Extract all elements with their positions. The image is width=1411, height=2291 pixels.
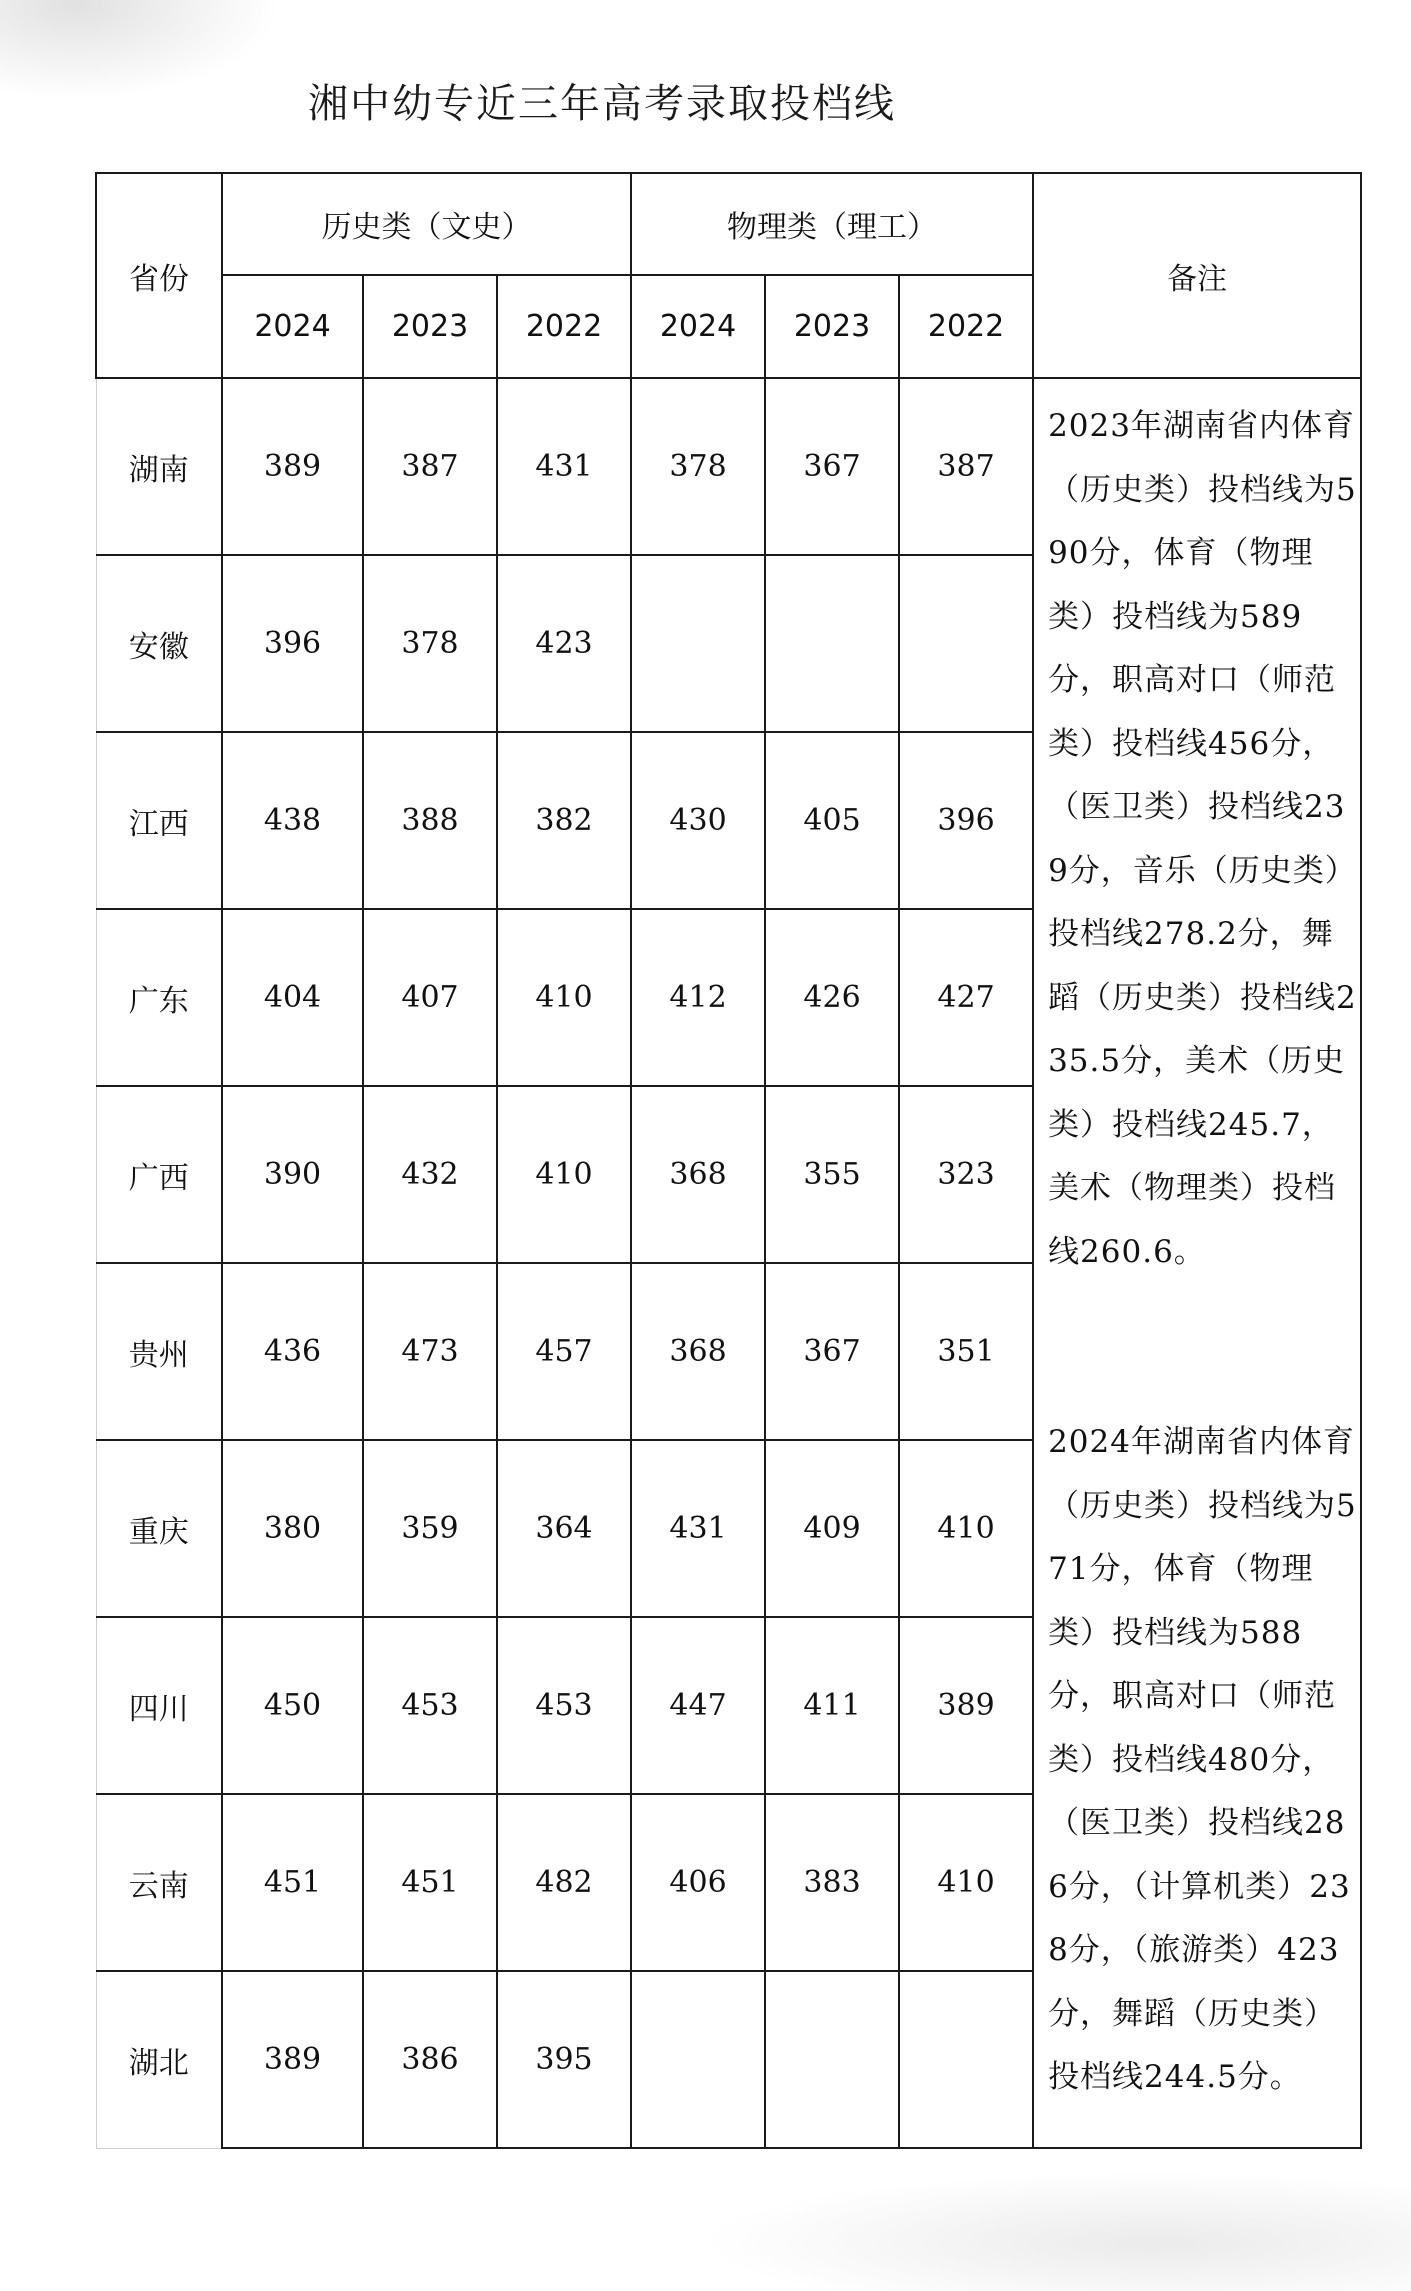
province-cell: 江西 [96, 732, 222, 909]
physics-score-cell [765, 1971, 899, 2148]
history-score-cell: 431 [497, 378, 631, 555]
history-score-cell: 404 [222, 909, 363, 1086]
remark-spacer [1048, 1284, 1360, 1411]
history-group-header: 历史类（文史） [222, 173, 631, 275]
physics-score-cell [631, 555, 765, 732]
history-score-cell: 387 [363, 378, 497, 555]
physics-score-cell: 368 [631, 1086, 765, 1263]
history-score-cell: 389 [222, 1971, 363, 2148]
physics-year-header: 2022 [899, 275, 1033, 378]
history-score-cell: 359 [363, 1440, 497, 1617]
province-cell: 广东 [96, 909, 222, 1086]
province-cell: 广西 [96, 1086, 222, 1263]
history-score-cell: 410 [497, 1086, 631, 1263]
physics-score-cell: 410 [899, 1440, 1033, 1617]
header-row-groups [96, 173, 1361, 275]
history-score-cell: 457 [497, 1263, 631, 1440]
history-score-cell: 407 [363, 909, 497, 1086]
physics-score-cell: 412 [631, 909, 765, 1086]
history-score-cell: 450 [222, 1617, 363, 1794]
corner-shadow [0, 0, 280, 100]
province-cell: 重庆 [96, 1440, 222, 1617]
physics-score-cell: 387 [899, 378, 1033, 555]
province-cell: 湖北 [96, 1971, 222, 2148]
history-score-cell: 410 [497, 909, 631, 1086]
physics-year-header: 2024 [631, 275, 765, 378]
physics-score-cell: 389 [899, 1617, 1033, 1794]
history-score-cell: 386 [363, 1971, 497, 2148]
physics-score-cell [899, 555, 1033, 732]
history-score-cell: 438 [222, 732, 363, 909]
remarks-cell [1033, 378, 1361, 2148]
physics-score-cell: 368 [631, 1263, 765, 1440]
province-cell: 贵州 [96, 1263, 222, 1440]
history-score-cell: 451 [222, 1794, 363, 1971]
history-score-cell: 432 [363, 1086, 497, 1263]
province-cell: 四川 [96, 1617, 222, 1794]
physics-score-cell: 411 [765, 1617, 899, 1794]
history-score-cell: 378 [363, 555, 497, 732]
history-score-cell: 390 [222, 1086, 363, 1263]
table-body [96, 173, 1361, 2148]
history-year-header: 2022 [497, 275, 631, 378]
province-header: 省份 [96, 173, 222, 378]
remarks-header: 备注 [1033, 173, 1361, 378]
physics-score-cell: 409 [765, 1440, 899, 1617]
physics-score-cell: 430 [631, 732, 765, 909]
remark-paragraph: 2023年湖南省内体育（历史类）投档线为590分，体育（物理类）投档线为589分，职高对口（师范类）投档线456分，（医卫类）投档线239分，音乐（历史类）投档线278.2分，舞蹈（历史类）投档线235.5分，美术（历史类）投档线245.7，美术（物理类）投档线260.6。 [1048, 408, 1357, 1270]
history-score-cell: 423 [497, 555, 631, 732]
history-score-cell: 473 [363, 1263, 497, 1440]
history-score-cell: 453 [363, 1617, 497, 1794]
physics-score-cell: 351 [899, 1263, 1033, 1440]
physics-score-cell: 378 [631, 378, 765, 555]
physics-year-header: 2023 [765, 275, 899, 378]
admission-score-table [95, 172, 1362, 2149]
physics-score-cell: 367 [765, 1263, 899, 1440]
history-score-cell: 395 [497, 1971, 631, 2148]
page-title: 湘中幼专近三年高考录取投档线 [308, 81, 896, 127]
physics-score-cell: 355 [765, 1086, 899, 1263]
history-score-cell: 482 [497, 1794, 631, 1971]
physics-score-cell: 426 [765, 909, 899, 1086]
physics-score-cell: 396 [899, 732, 1033, 909]
history-score-cell: 451 [363, 1794, 497, 1971]
remark-paragraph: 2024年湖南省内体育（历史类）投档线为571分，体育（物理类）投档线为588分，职高对口（师范类）投档线480分，（医卫类）投档线286分，（计算机类）238分，（旅游类）423分，舞蹈（历史类）投档线244.5分。 [1048, 1424, 1357, 2095]
province-cell: 安徽 [96, 555, 222, 732]
physics-score-cell: 323 [899, 1086, 1033, 1263]
province-cell: 湖南 [96, 378, 222, 555]
physics-score-cell: 405 [765, 732, 899, 909]
history-score-cell: 389 [222, 378, 363, 555]
physics-score-cell: 447 [631, 1617, 765, 1794]
history-score-cell: 453 [497, 1617, 631, 1794]
table-row [96, 378, 1361, 555]
physics-score-cell: 406 [631, 1794, 765, 1971]
history-score-cell: 380 [222, 1440, 363, 1617]
history-score-cell: 382 [497, 732, 631, 909]
physics-group-header: 物理类（理工） [631, 173, 1033, 275]
history-year-header: 2023 [363, 275, 497, 378]
physics-score-cell: 367 [765, 378, 899, 555]
history-score-cell: 436 [222, 1263, 363, 1440]
province-cell: 云南 [96, 1794, 222, 1971]
physics-score-cell [899, 1971, 1033, 2148]
physics-score-cell [631, 1971, 765, 2148]
physics-score-cell: 410 [899, 1794, 1033, 1971]
physics-score-cell: 383 [765, 1794, 899, 1971]
history-score-cell: 388 [363, 732, 497, 909]
physics-score-cell: 431 [631, 1440, 765, 1617]
physics-score-cell [765, 555, 899, 732]
physics-score-cell: 427 [899, 909, 1033, 1086]
history-score-cell: 364 [497, 1440, 631, 1617]
history-score-cell: 396 [222, 555, 363, 732]
bottom-shadow [700, 2171, 1411, 2291]
history-year-header: 2024 [222, 275, 363, 378]
